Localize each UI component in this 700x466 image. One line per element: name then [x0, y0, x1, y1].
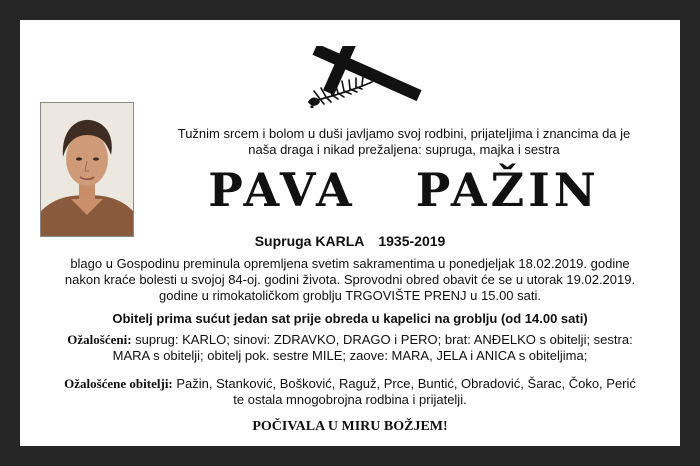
families-list [28, 376, 672, 408]
details-line-1: blago u Gospodinu preminula opremljena svetim sakramentima u ponedjeljak 18.02.2019. godine [70, 256, 630, 271]
families-line-2: te ostala mnogobrojna rodbina i prijatelji. [233, 392, 467, 407]
cross-with-palm-icon [302, 46, 428, 108]
mourners-list [28, 332, 672, 364]
intro-text [140, 126, 668, 158]
intro-line-2: naša draga i nikad prežaljena: supruga, majka i sestra [248, 142, 560, 157]
portrait-photo [40, 102, 134, 237]
intro-line-1: Tužnim srcem i bolom u duši javljamo svoj rodbini, prijateljima i znancima da je [177, 126, 631, 141]
closing-line: POČIVALA U MIRU BOŽJEM! [252, 419, 448, 434]
funeral-details [30, 256, 670, 304]
life-years: 1935-2019 [378, 233, 446, 249]
mourners-line-1 [28, 332, 672, 348]
families-label: Ožalošćene obitelji: [64, 376, 173, 391]
deceased-last-name: PAŽIN [415, 163, 600, 217]
mourners-text-1: suprug: KARLO; sinovi: ZDRAVKO, DRAGO i PERO; brat: ANĐELKO s obitelji; sestra: [131, 332, 633, 347]
families-line-1 [28, 376, 672, 392]
mourners-label: Ožalošćeni: [67, 332, 132, 347]
details-line-3: godine u rimokatoličkom groblju TRGOVIŠTE PRENJ u 15.00 sati. [159, 288, 541, 303]
spouse-label: Supruga KARLA [254, 233, 365, 249]
deceased-first-name: PAVA [208, 163, 356, 217]
condolence-notice: Obitelj prima sućut jedan sat prije obreda u kapelici na groblju (od 14.00 sati) [112, 311, 588, 326]
deceased-subtitle [20, 232, 680, 250]
deceased-name [140, 162, 668, 218]
mourners-line-2: MARA s obitelji; obitelj pok. sestre MILE; zaove: MARA, JELA i ANICA s obiteljima; [112, 348, 588, 363]
families-text-1: Pažin, Stanković, Bošković, Raguž, Prce, Buntić, Obradović, Šarac, Čoko, Perić [172, 376, 636, 391]
portrait-image [41, 103, 133, 236]
obituary-card [20, 20, 680, 446]
details-line-2: nakon kraće bolesti u svojoj 84-oj. godini života. Sprovodni obred obavit će se u utorak 19.02.2019. [64, 272, 636, 287]
